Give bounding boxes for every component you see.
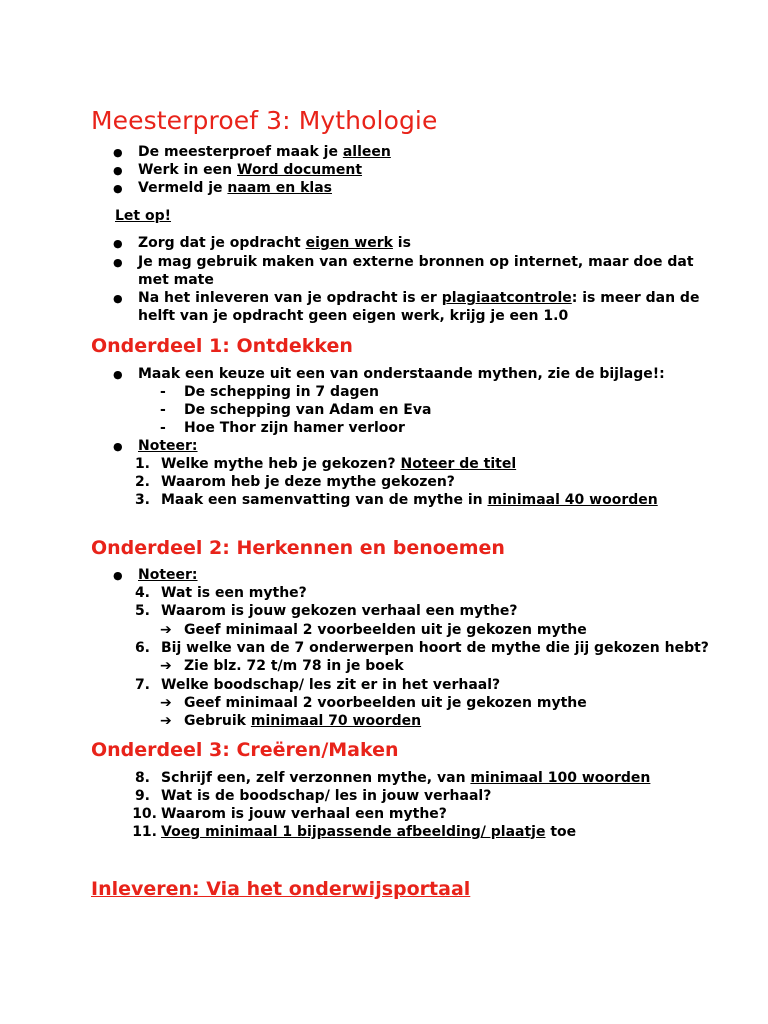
bullet-icon: ● [113, 256, 123, 269]
list-number: 4. [134, 585, 150, 601]
list-item: Maak een samenvatting van de mythe in minimaal 40 woorden [161, 492, 658, 508]
list-item: Welke mythe heb je gekozen? Noteer de titel [161, 456, 517, 472]
list-item: Maak een keuze uit een van onderstaande mythen, zie de bijlage!: [138, 366, 665, 382]
bullet-icon: ● [113, 237, 123, 250]
dash-icon: - [160, 420, 166, 436]
bullet-icon: ● [113, 569, 123, 582]
list-item: Wat is de boodschap/ les in jouw verhaal? [161, 788, 492, 804]
list-item: Je mag gebruik maken van externe bronnen op internet, maar doe dat [138, 254, 694, 270]
section-heading: Onderdeel 1: Ontdekken [91, 335, 353, 357]
list-number: 9. [134, 788, 150, 804]
list-item-cont: met mate [138, 272, 214, 288]
list-item: Schrijf een, zelf verzonnen mythe, van minimaal 100 woorden [161, 770, 651, 786]
section-heading: Onderdeel 3: Creëren/Maken [91, 739, 399, 761]
list-item: Bij welke van de 7 onderwerpen hoort de mythe die jij gekozen hebt? [161, 640, 709, 656]
list-item: Waarom heb je deze mythe gekozen? [161, 474, 455, 490]
list-item: Werk in een Word document [138, 162, 363, 178]
bullet-icon: ● [113, 146, 123, 159]
list-subitem: Geef minimaal 2 voorbeelden uit je gekozen mythe [184, 695, 587, 711]
bullet-icon: ● [113, 368, 123, 381]
list-item-cont: helft van je opdracht geen eigen werk, krijg je een 1.0 [138, 308, 569, 324]
arrow-right-icon: ➔ [160, 658, 172, 674]
list-number: 10. [132, 806, 157, 822]
list-item: De schepping van Adam en Eva [184, 402, 432, 418]
list-item: Welke boodschap/ les zit er in het verhaal? [161, 677, 501, 693]
list-item: Zorg dat je opdracht eigen werk is [138, 235, 411, 251]
bullet-icon: ● [113, 182, 123, 195]
noteer-label: Noteer: [138, 438, 198, 454]
list-subitem: Geef minimaal 2 voorbeelden uit je gekozen mythe [184, 622, 587, 638]
bullet-icon: ● [113, 164, 123, 177]
list-item: Hoe Thor zijn hamer verloor [184, 420, 405, 436]
list-number: 5. [134, 603, 150, 619]
dash-icon: - [160, 384, 166, 400]
list-item: Wat is een mythe? [161, 585, 307, 601]
bullet-icon: ● [113, 440, 123, 453]
letop-label: Let op! [115, 208, 172, 224]
list-item: Waarom is jouw verhaal een mythe? [161, 806, 447, 822]
arrow-right-icon: ➔ [160, 622, 172, 638]
list-item: De meesterproef maak je alleen [138, 144, 391, 160]
list-number: 7. [134, 677, 150, 693]
noteer-label: Noteer: [138, 567, 198, 583]
list-item: Na het inleveren van je opdracht is er plagiaatcontrole: is meer dan de [138, 290, 700, 306]
list-item: Waarom is jouw gekozen verhaal een mythe? [161, 603, 518, 619]
list-number: 8. [134, 770, 150, 786]
list-number: 6. [134, 640, 150, 656]
list-subitem: Zie blz. 72 t/m 78 in je boek [184, 658, 404, 674]
arrow-right-icon: ➔ [160, 713, 172, 729]
list-subitem: Gebruik minimaal 70 woorden [184, 713, 422, 729]
list-number: 2. [134, 474, 150, 490]
bullet-icon: ● [113, 292, 123, 305]
list-number: 3. [134, 492, 150, 508]
submit-heading: Inleveren: Via het onderwijsportaal [91, 878, 471, 900]
list-item: De schepping in 7 dagen [184, 384, 379, 400]
list-number: 1. [134, 456, 150, 472]
page-title: Meesterproef 3: Mythologie [91, 106, 438, 135]
section-heading: Onderdeel 2: Herkennen en benoemen [91, 537, 505, 559]
arrow-right-icon: ➔ [160, 695, 172, 711]
list-item: Voeg minimaal 1 bijpassende afbeelding/ plaatje toe [161, 824, 577, 840]
list-number: 11. [132, 824, 157, 840]
list-item: Vermeld je naam en klas [138, 180, 332, 196]
dash-icon: - [160, 402, 166, 418]
